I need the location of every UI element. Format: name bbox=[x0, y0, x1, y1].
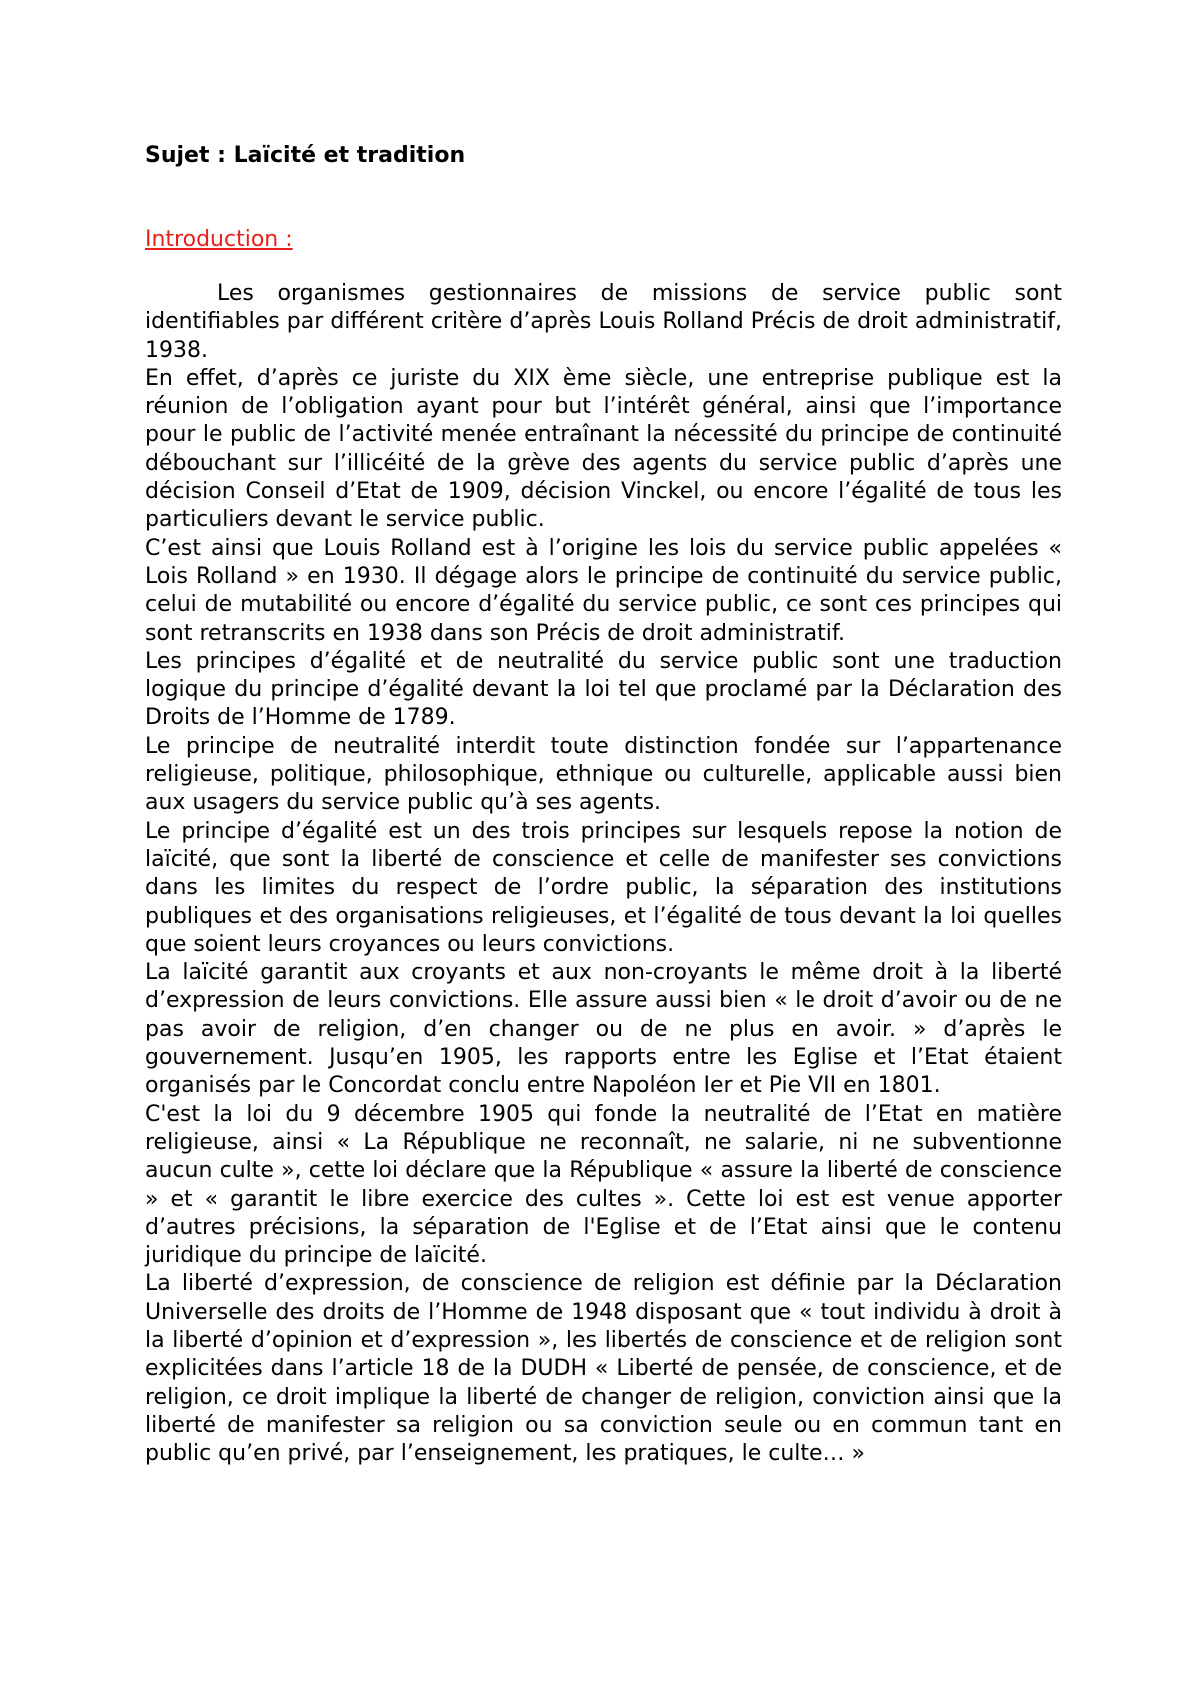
paragraph: Les principes d’égalité et de neutralité du service public sont une traduction logique du principe d’égalité devant la loi tel que proclamé par la Déclaration des Droits de l’Homme de 1789. bbox=[145, 648, 1062, 731]
paragraph: La laïcité garantit aux croyants et aux non-croyants le même droit à la liberté d’expression de leurs convictions. Elle assure aussi bien « le droit d’avoir ou de ne pas avoir de religion, d’en changer ou de ne plus en avoir. » d’après le gouvernement. Jusqu’en 1905, les rapports entre les Eglise et l’Etat étaient organisés par le Concordat conclu entre Napoléon Ier et Pie VII en 1801. bbox=[145, 960, 1062, 1099]
document-title: Sujet : Laïcité et tradition bbox=[145, 143, 466, 168]
paragraph: Les organismes gestionnaires de missions de service public sont identifiables par différent critère d’après Louis Rolland Précis de droit administratif, 1938. bbox=[145, 281, 1062, 363]
paragraph: C’est ainsi que Louis Rolland est à l’origine les lois du service public appelées « Lois Rolland » en 1930. Il dégage alors le principe de continuité du service public, celui de mutabilité ou encore d’égalité du service public, ce sont ces principes qui sont retranscrits en 1938 dans son Précis de droit administratif. bbox=[145, 535, 1062, 646]
paragraph: La liberté d’expression, de conscience de religion est définie par la Déclaration Universelle des droits de l’Homme de 1948 disposant que « tout individu à droit à la liberté d’opinion et d’expression », les libertés de conscience et de religion sont explicitées dans l’article 18 de la DUDH « Liberté de pensée, de conscience, et de religion, ce droit implique la liberté de changer de religion, conviction ainsi que la liberté de manifester sa religion ou sa conviction seule ou en commun tant en public qu’en privé, par l’enseignement, les pratiques, le culte… » bbox=[145, 1271, 1062, 1467]
section-heading-introduction: Introduction : bbox=[145, 227, 293, 252]
paragraph: En effet, d’après ce juriste du XIX ème siècle, une entreprise publique est la réunion de l’obligation ayant pour but l’intérêt général, ainsi que l’importance pour le public de l’activité menée entraînant la nécessité du principe de continuité débouchant sur l’illicéité de la grève des agents du service public d’après une décision Conseil d’Etat de 1909, décision Vinckel, ou encore l’égalité de tous les particuliers devant le service public. bbox=[145, 365, 1062, 533]
body-text bbox=[145, 280, 1062, 1468]
paragraph: C'est la loi du 9 décembre 1905 qui fonde la neutralité de l’Etat en matière religieuse, ainsi « La République ne reconnaît, ne salarie, ni ne subventionne aucun culte », cette loi déclare que la République « assure la liberté de conscience » et « garantit le libre exercice des cultes ». Cette loi est est venue apporter d’autres précisions, la séparation de l'Eglise et de l’Etat ainsi que le contenu juridique du principe de laïcité. bbox=[145, 1101, 1062, 1269]
paragraph: Le principe d’égalité est un des trois principes sur lesquels repose la notion de laïcité, que sont la liberté de conscience et celle de manifester ses convictions dans les limites du respect de l’ordre public, la séparation des institutions publiques et des organisations religieuses, et l’égalité de tous devant la loi quelles que soient leurs croyances ou leurs convictions. bbox=[145, 818, 1062, 957]
document-page bbox=[145, 140, 1062, 1468]
paragraph: Le principe de neutralité interdit toute distinction fondée sur l’appartenance religieuse, politique, philosophique, ethnique ou culturelle, applicable aussi bien aux usagers du service public qu’à ses agents. bbox=[145, 733, 1062, 816]
